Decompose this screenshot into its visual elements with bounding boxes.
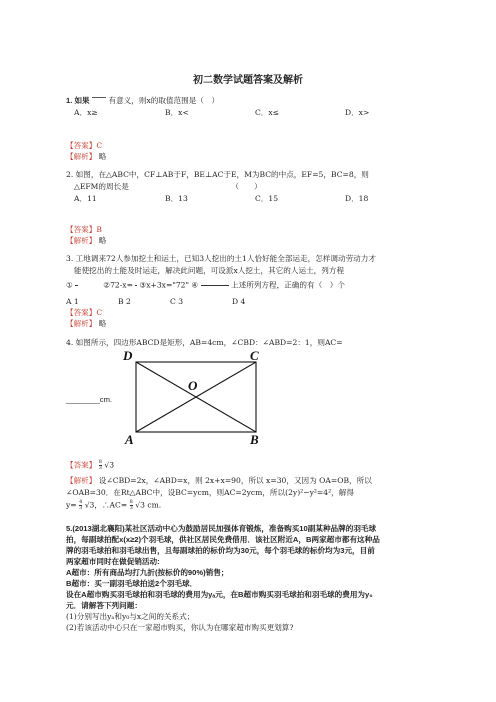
q2-option-a: A．11 bbox=[74, 194, 97, 203]
q3-answer bbox=[66, 308, 102, 318]
q5-line7: 设在A超市购买羽毛球拍和羽毛球的费用为yₐ元，在B超市购买羽毛球拍和羽毛球的费用为y₀ bbox=[66, 590, 373, 599]
q1-option-a: A．x≥ bbox=[74, 108, 98, 117]
q1-analysis bbox=[66, 152, 106, 162]
q5-line1: 5.(2013湖北襄阳)某社区活动中心为鼓励居民加强体育锻炼，准备购买10副某种品牌的羽毛球 bbox=[66, 524, 377, 533]
q1-stem-label: 1. 如果 bbox=[66, 96, 90, 105]
q3-analysis bbox=[66, 319, 106, 329]
analysis-mid: √3，∴AC= bbox=[84, 500, 128, 510]
q3-option-c: C 3 bbox=[170, 297, 184, 306]
answer-tag: 【答案】C bbox=[66, 308, 103, 317]
q2-analysis bbox=[66, 236, 106, 246]
analysis-tag: 【解析】 bbox=[66, 476, 97, 485]
analysis-text: 略 bbox=[98, 152, 107, 161]
q1-stem bbox=[66, 96, 219, 106]
fraction-numerator: 8 bbox=[98, 459, 102, 465]
analysis-text: 设∠CBD=2x，∠ABD=x，则 2x+x=90，所以 x=30，又因为 OA=OB，所以 bbox=[98, 476, 372, 485]
q2-stem-line2: △EFM的周长是 （ ） bbox=[74, 182, 262, 191]
q5-line10: (2)若该活动中心只在一家超市购买，你认为在哪家超市购买更划算? bbox=[66, 623, 294, 632]
sqrt-expression-icon bbox=[92, 97, 106, 106]
q5-line6: B超市：买一副羽毛球拍送2个羽毛球． bbox=[66, 579, 198, 588]
answer-tag: 【答案】 bbox=[66, 460, 97, 470]
analysis-tag: 【解析】 bbox=[66, 152, 97, 161]
vertex-label-a: A bbox=[125, 432, 134, 446]
q3-equation-1: ① bbox=[66, 280, 73, 290]
fraction-icon: $\frac{8}{3}$ bbox=[129, 499, 133, 511]
q2-option-d: D．18 bbox=[345, 194, 369, 203]
q4-analysis-line1 bbox=[66, 476, 372, 486]
answer-tag: 【答案】C bbox=[66, 141, 103, 150]
analysis-end: √3 cm. bbox=[135, 500, 162, 510]
q3-equation-2: ②72-x= bbox=[103, 280, 133, 290]
fraction-denominator: 3 bbox=[98, 465, 102, 471]
fraction-icon bbox=[135, 280, 137, 291]
analysis-text: 略 bbox=[98, 319, 107, 328]
q4-analysis-line2: ∠OAB=30．在Rt△ABC中，设BC=ycm，则AC=2ycm，所以(2y)²−y²=4²，解得 bbox=[66, 488, 354, 497]
q2-answer bbox=[66, 225, 102, 235]
q5-line9: (1)分别写出yₐ和y₀与x之间的关系式； bbox=[66, 612, 195, 621]
q5-line3: 牌的羽毛球拍和羽毛球出售，且每副球拍的标价均为30元，每个羽毛球的标价均为3元，目前 bbox=[66, 546, 375, 555]
q3-option-b: B 2 bbox=[118, 297, 131, 306]
q3-stem-line2: 能使挖出的土能及时运走，解决此问题，可设派x人挖土，其它的人运土，列方程 bbox=[74, 266, 345, 275]
q5-line5: A超市：所有商品均打九折(按标价的90%)销售； bbox=[66, 568, 229, 577]
analysis-y-label: y= bbox=[66, 500, 77, 510]
q3-stem-line1: 3. 工地调来72人参加挖土和运土，已知3人挖出的土1人恰好能全部运走，怎样调动劳动力才 bbox=[66, 254, 376, 263]
q1-option-b: B．x< bbox=[165, 108, 189, 117]
q1-option-d: D．x> bbox=[345, 108, 370, 117]
answer-fraction bbox=[99, 460, 102, 471]
analysis-tag: 【解析】 bbox=[66, 319, 97, 328]
q3-equations bbox=[66, 280, 345, 291]
answer-value: √3 bbox=[104, 460, 115, 470]
q5-line4: 两家超市同时在做促销活动: bbox=[66, 557, 160, 566]
rectangle-diagram bbox=[120, 348, 270, 446]
vertex-label-d: D bbox=[123, 348, 133, 363]
q2-option-c: C．15 bbox=[255, 194, 279, 203]
q3-equation-3: ③x+3x="72" ④ bbox=[139, 280, 199, 290]
analysis-tag: 【解析】 bbox=[66, 236, 97, 245]
page-title: 初二数学试题答案及解析 bbox=[193, 75, 303, 86]
q5-line2: 拍，每副球拍配x(x≥2)个羽毛球，供社区居民免费借用．该社区附近A，B两家超市都有这种品 bbox=[66, 535, 380, 544]
fraction-icon: $\frac{4}{3}$ bbox=[79, 499, 83, 511]
q3-option-a: A 1 bbox=[66, 297, 79, 306]
q3-equation-rest: 上述所列方程，正确的有（ ）个 bbox=[231, 280, 345, 290]
analysis-text: 略 bbox=[98, 236, 107, 245]
q4-stem: 4. 如图所示，四边形ABCD是矩形，AB=4cm，∠CBD：∠ABD=2：1，则AC= bbox=[66, 338, 343, 347]
fraction-icon bbox=[75, 280, 78, 291]
q2-option-b: B．13 bbox=[165, 194, 188, 203]
q5-line8: 元．请解答下列问题： bbox=[66, 601, 142, 610]
fraction-icon bbox=[201, 280, 229, 291]
vertex-label-b: B bbox=[250, 432, 259, 446]
q4-analysis-line3 bbox=[66, 500, 161, 511]
vertex-label-c: C bbox=[250, 348, 259, 363]
q3-option-d: D 4 bbox=[232, 297, 246, 306]
q4-answer bbox=[66, 460, 114, 471]
center-label-o: O bbox=[188, 378, 198, 393]
q1-answer bbox=[66, 141, 102, 151]
answer-tag: 【答案】B bbox=[66, 225, 102, 234]
q1-stem-rest: 有意义，则x的取值范围是（ ） bbox=[108, 96, 220, 105]
q2-stem-line1: 2. 如图，在△ABC中，CF⊥AB于F，BE⊥AC于E，M为BC的中点，EF=5，BC=8，则 bbox=[66, 170, 369, 179]
q4-answer-blank: ________cm. bbox=[66, 395, 113, 404]
q1-option-c: C．x≤ bbox=[255, 108, 280, 117]
